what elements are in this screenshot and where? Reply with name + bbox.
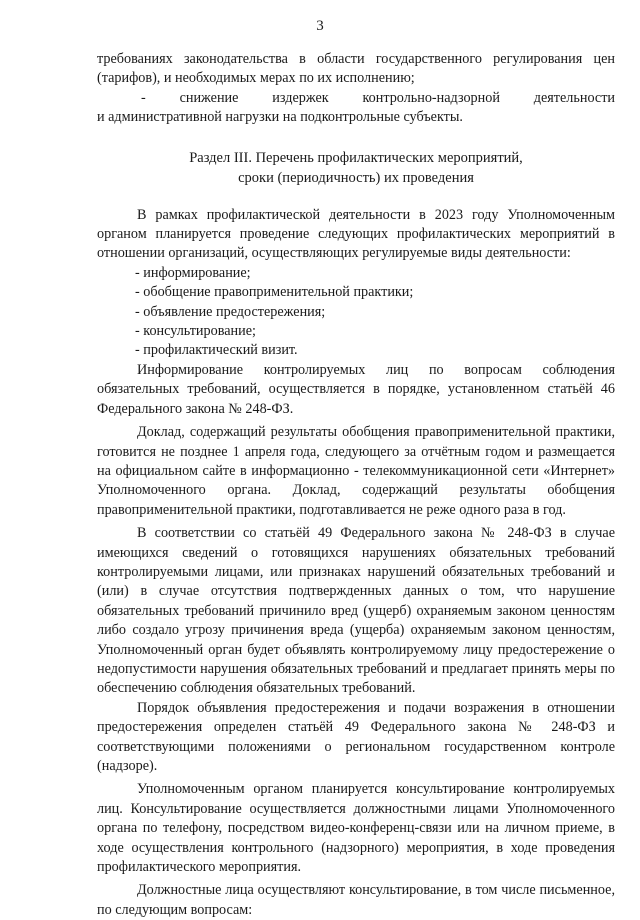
section-heading-line-2: сроки (периодичность) их проведения [238, 169, 474, 186]
paragraph-4: В соответствии со статьёй 49 Федерального закона № 248-ФЗ в случае имеющихся сведений о готовящихся нарушениях обязательных требований контролируемыми лицами, или признаках нарушений обязательных требований и (или) в случае отсутствия подтвержденных данных о том, что нарушение обязательных требований причинило вред (ущерб) охраняемым законом ценностям либо создало угрозу причинения вреда (ущерба) охраняемым законом ценностям, Уполномоченный орган будет объявлять контролируемому лицу предостережение о недопустимости нарушения обязательных требований и предлагает принять меры по обеспечению соблюдения обязательных требований. [97, 525, 615, 697]
document-body [97, 50, 615, 920]
paragraph-6: Уполномоченным органом планируется консультирование контролируемых лиц. Консультирование осуществляется должностными лицами Уполномоченного органа по телефону, посредством видео-конференц-связи или на личном приеме, в ходе осуществления контрольного (надзорного) мероприятия, в ходе проведения профилактического мероприятия. [97, 781, 615, 876]
intro-line-2: (тарифов), и необходимых мерах по их исполнению; [97, 70, 415, 87]
measures-list [97, 264, 615, 361]
dash-mark: - [141, 89, 146, 106]
intro-line-1: требованиях законодательства в области государственного регулирования цен [97, 51, 615, 67]
intro-line-4: и административной нагрузки на подконтрольные субъекты. [97, 109, 463, 126]
paragraph-1: В рамках профилактической деятельности в 2023 году Уполномоченным органом планируется проведение следующих профилактических мероприятий в отношении организаций, осуществляющих регулируемые виды деятельности: [97, 206, 615, 262]
list-item: - информирование; [135, 264, 251, 281]
section-heading-line-1: Раздел III. Перечень профилактических мероприятий, [189, 149, 523, 166]
dash-word-2: издержек [272, 89, 329, 106]
dash-word-4: деятельности [533, 89, 615, 106]
list-item: - обобщение правоприменительной практики; [135, 284, 414, 301]
paragraph-5: Порядок объявления предостережения и подачи возражения в отношении предостережения определен статьёй 49 Федерального закона № 248-ФЗ и соответствующими положениями о региональном государственном контроле (надзоре). [97, 699, 615, 774]
list-item: - консультирование; [135, 323, 256, 340]
list-item: - профилактический визит. [135, 342, 298, 359]
page-number: 3 [316, 18, 324, 34]
paragraph-2: Информирование контролируемых лиц по вопросам соблюдения обязательных требований, осуществляется в порядке, установленном статьёй 46 Федерального закона № 248-ФЗ. [97, 361, 615, 417]
section-heading [97, 148, 615, 188]
paragraph-3: Доклад, содержащий результаты обобщения правоприменительной практики, готовится не позднее 1 апреля года, следующего за отчётным годом и размещается на официальном сайте в информационно - телекоммуникационной сети «Интернет» Уполномоченного органа. Доклад, содержащий результаты обобщения правоприменительной практики, подготавливается не реже одного раза в год. [97, 424, 615, 518]
dash-word-3: контрольно-надзорной [362, 89, 500, 106]
list-item: - объявление предостережения; [135, 303, 326, 320]
paragraph-7: Должностные лица осуществляют консультирование, в том числе письменное, по следующим вопросам: [97, 882, 615, 918]
dash-word-1: снижение [179, 89, 239, 106]
intro-dash-line [97, 89, 615, 108]
